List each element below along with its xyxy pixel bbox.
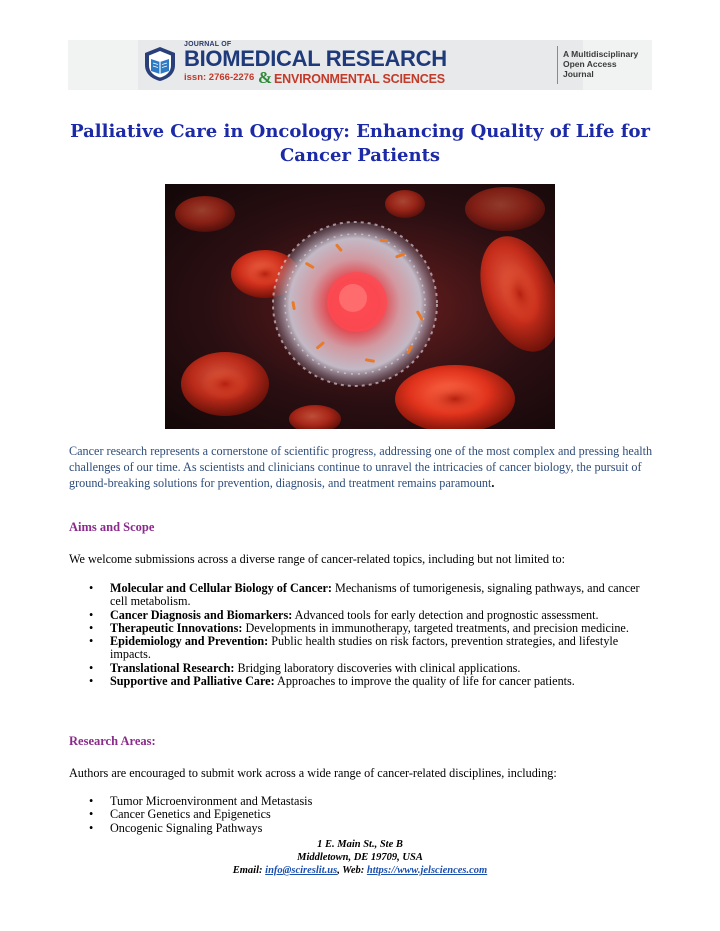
research-list (69, 795, 659, 835)
shield-book-icon (141, 45, 179, 83)
footer-line: Middletown, DE 19709, USA (297, 852, 423, 863)
list-item-term: Cancer Diagnosis and Biomarkers: (110, 607, 293, 622)
banner-divider (557, 46, 558, 84)
research-lead: Authors are encouraged to submit work across a wide range of cancer-related disciplines, including: (69, 766, 557, 780)
journal-of-label: JOURNAL OF (184, 41, 232, 48)
list-item-text: Approaches to improve the quality of life for cancer patients. (274, 674, 575, 689)
research-heading: Research Areas: (69, 734, 156, 748)
list-item: • Tumor Microenvironment and Metastasis (69, 795, 659, 808)
journal-logo (138, 40, 639, 90)
web-label: , Web: (337, 865, 367, 876)
footer-line: 1 E. Main St., Ste B (317, 839, 403, 850)
issn-label: issn: 2766-2276 (184, 72, 255, 83)
list-item-text: Developments in immunotherapy, targeted treatments, and precision medicine. (242, 620, 629, 635)
list-item-text: Bridging laboratory discoveries with clinical applications. (234, 660, 521, 675)
list-item-text: Advanced tools for early detection and prognostic assessment. (292, 607, 599, 622)
cancer-cell-image (165, 184, 555, 429)
journal-main-title: BIOMEDICAL RESEARCH (184, 46, 447, 71)
list-item: • Cancer Genetics and Epigenetics (69, 808, 659, 821)
list-item-text: Public health studies on risk factors, prevention strategies, and lifestyle impacts. (110, 634, 619, 662)
tagline-line: Open Access (563, 59, 617, 69)
footer-address (60, 838, 660, 877)
list-item (69, 622, 659, 635)
intro-period: . (491, 476, 495, 490)
journal-banner (68, 40, 652, 90)
list-item-term: Epidemiology and Prevention: (110, 634, 269, 649)
list-item-term: Supportive and Palliative Care: (110, 674, 275, 689)
list-item (69, 662, 659, 675)
aims-lead: We welcome submissions across a diverse range of cancer-related topics, including but not limited to: (69, 552, 565, 566)
aims-list (69, 582, 659, 688)
cancer-cell-illustration (165, 184, 555, 429)
aims-heading: Aims and Scope (69, 520, 155, 534)
email-link[interactable]: info@scireslit.us (265, 865, 338, 876)
website-link[interactable]: https://www.jelsciences.com (366, 865, 488, 876)
list-item-term: Therapeutic Innovations: (110, 620, 243, 635)
journal-tagline (563, 49, 673, 79)
list-item-term: Molecular and Cellular Biology of Cancer: (110, 581, 332, 595)
list-item (69, 582, 659, 609)
tagline-line: Journal (563, 69, 594, 79)
intro-paragraph (69, 443, 654, 491)
email-label: Email: (232, 865, 266, 876)
list-item (69, 635, 659, 662)
list-item-text: Mechanisms of tumorigenesis, signaling pathways, and cancer cell metabolism. (110, 581, 640, 609)
list-item (69, 609, 659, 622)
journal-sub-title: ENVIRONMENTAL SCIENCES (274, 72, 445, 86)
footer-contact (60, 864, 660, 877)
list-item (69, 675, 659, 688)
tagline-line: A Multidisciplinary (563, 49, 639, 59)
intro-text: Cancer research represents a cornerstone of scientific progress, addressing one of the most complex and pressing health challenges of our time. As scientists and clinicians continue to unravel the intricacies of cancer biology, the pursuit of ground-breaking solutions for prevention, diagnosis, and treatment remains paramount (69, 444, 653, 490)
ampersand: & (258, 68, 273, 87)
list-item: • Oncogenic Signaling Pathways (69, 822, 659, 835)
article-title: Palliative Care in Oncology: Enhancing Quality of Life for Cancer Patients (70, 121, 650, 166)
list-item-term: Translational Research: (110, 660, 235, 675)
